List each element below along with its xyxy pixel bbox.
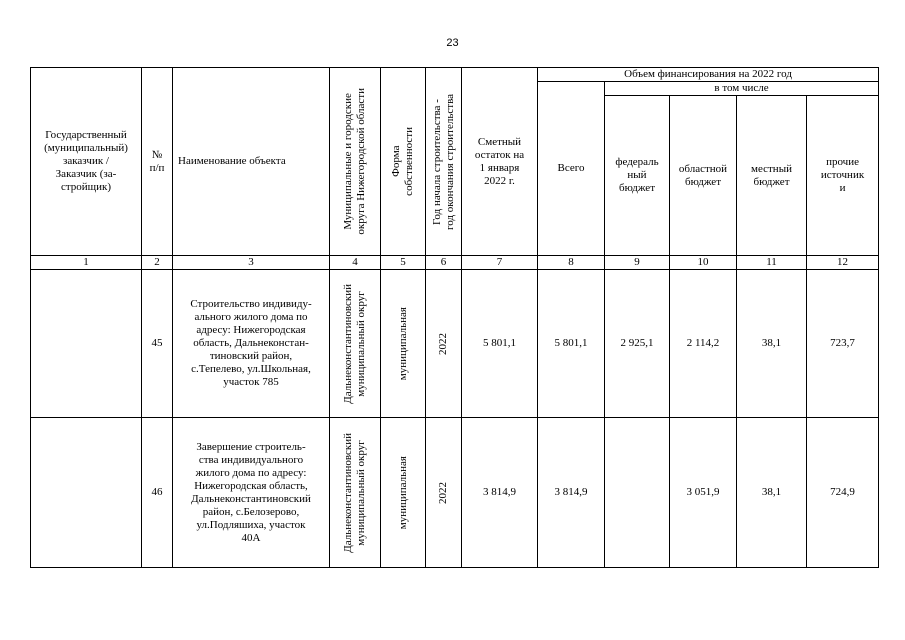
cell-total: 3 814,9 (538, 418, 605, 568)
cell-district: Дальнеконстантиновский муниципальный округ (330, 418, 381, 568)
column-number: 8 (538, 256, 605, 270)
cell-customer (31, 418, 142, 568)
column-number: 6 (426, 256, 462, 270)
header-financing: Объем финансирования на 2022 год (538, 68, 879, 82)
column-number: 10 (670, 256, 737, 270)
cell-object-name: Строительство индивиду- ального жилого дома по адресу: Нижегородская область, Дальнеконстан- тиновский район, с.Тепелево, ул.Школьная, участок 785 (173, 270, 330, 418)
cell-object-name: Завершение строитель- ства индивидуального жилого дома по адресу: Нижегородская область, Дальнеконстантиновский район, с.Белозерово, ул.Подляшиха, участок 40А (173, 418, 330, 568)
header-years: Год начала строительства - год окончания строительства (426, 68, 462, 256)
cell-estimate: 5 801,1 (462, 270, 538, 418)
header-local: местный бюджет (737, 96, 807, 256)
header-regional: областной бюджет (670, 96, 737, 256)
cell-federal: 2 925,1 (605, 270, 670, 418)
cell-estimate: 3 814,9 (462, 418, 538, 568)
column-number: 12 (807, 256, 879, 270)
cell-federal (605, 418, 670, 568)
column-number: 7 (462, 256, 538, 270)
cell-other: 723,7 (807, 270, 879, 418)
column-number: 3 (173, 256, 330, 270)
column-number: 5 (381, 256, 426, 270)
cell-customer (31, 270, 142, 418)
cell-years: 2022 (426, 418, 462, 568)
cell-num: 45 (142, 270, 173, 418)
header-including: в том числе (605, 82, 879, 96)
header-district: Муниципальные и городские округа Нижегородской области (330, 68, 381, 256)
header-object-name: Наименование объекта (173, 68, 330, 256)
column-numbers-row (31, 256, 879, 270)
header-other: прочие источник и (807, 96, 879, 256)
column-number: 11 (737, 256, 807, 270)
header-estimate: Сметный остаток на 1 января 2022 г. (462, 68, 538, 256)
cell-local: 38,1 (737, 418, 807, 568)
table-row (31, 418, 879, 568)
header-ownership: Форма собственности (381, 68, 426, 256)
cell-regional: 3 051,9 (670, 418, 737, 568)
header-customer: Государственный (муниципальный) заказчик / Заказчик (за- стройщик) (31, 68, 142, 256)
cell-district: Дальнеконстантиновский муниципальный округ (330, 270, 381, 418)
column-number: 4 (330, 256, 381, 270)
column-number: 1 (31, 256, 142, 270)
cell-total: 5 801,1 (538, 270, 605, 418)
header-federal: федераль ный бюджет (605, 96, 670, 256)
financing-table (30, 67, 879, 568)
column-number: 9 (605, 256, 670, 270)
page-number: 23 (446, 37, 459, 49)
header-num: № п/п (142, 68, 173, 256)
table-row (31, 270, 879, 418)
cell-ownership: муниципальная (381, 270, 426, 418)
cell-other: 724,9 (807, 418, 879, 568)
column-number: 2 (142, 256, 173, 270)
cell-ownership: муниципальная (381, 418, 426, 568)
cell-regional: 2 114,2 (670, 270, 737, 418)
cell-num: 46 (142, 418, 173, 568)
cell-years: 2022 (426, 270, 462, 418)
cell-local: 38,1 (737, 270, 807, 418)
header-total: Всего (538, 82, 605, 256)
